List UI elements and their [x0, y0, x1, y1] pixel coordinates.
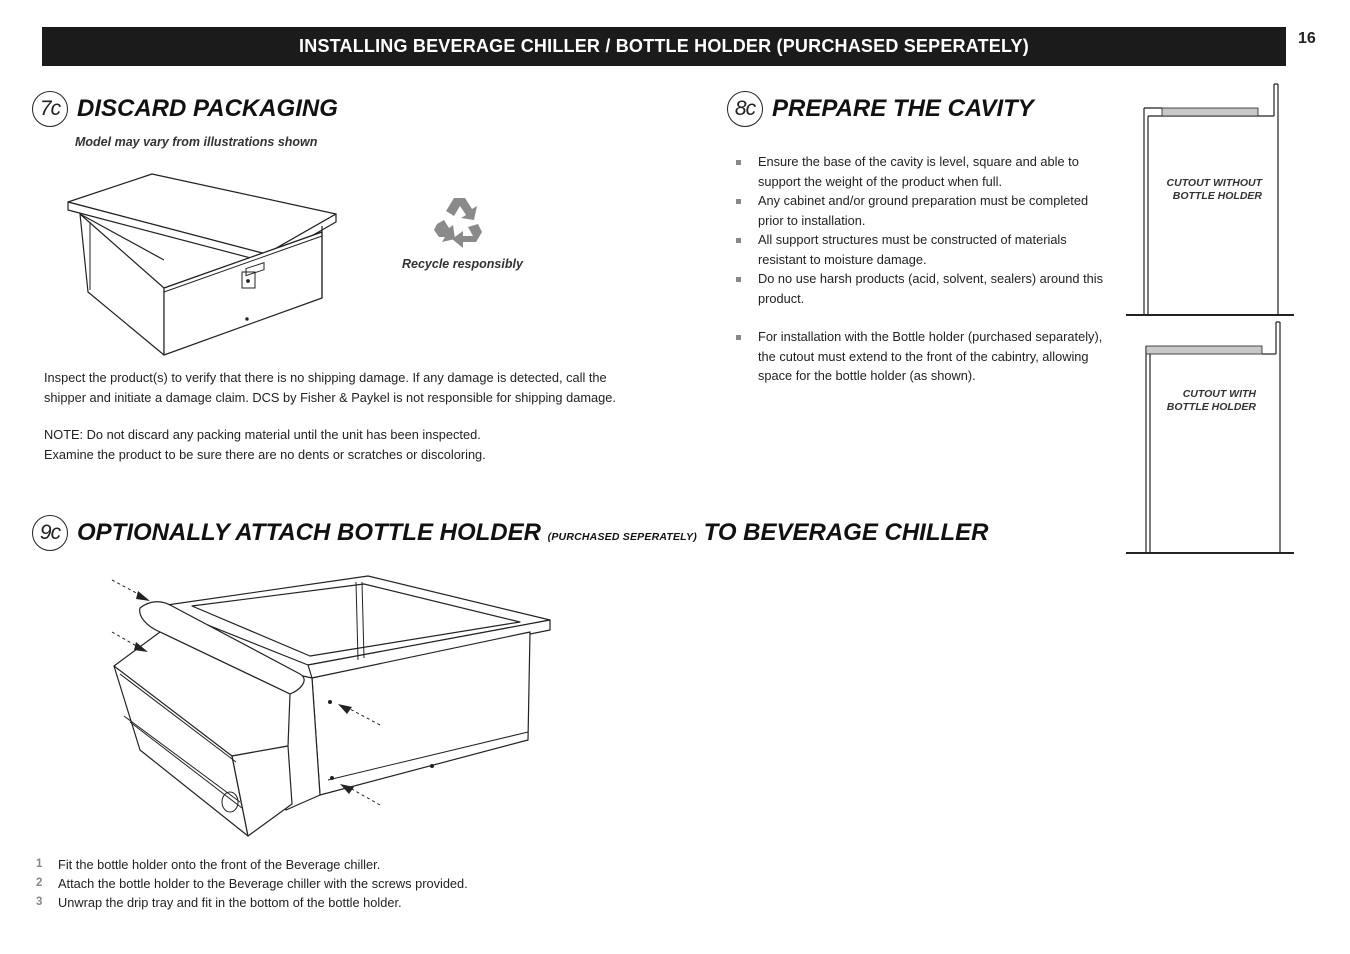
packaging-box-illustration: [60, 150, 350, 365]
cutout-with-line-2: BOTTLE HOLDER: [1166, 400, 1256, 413]
note-paragraph: [44, 425, 486, 464]
step-number: 1: [36, 858, 43, 870]
step-9c-title-small: (PURCHASED SEPERATELY): [547, 531, 697, 543]
step-8c-badge: 8c: [727, 91, 763, 127]
attach-steps-list: [36, 855, 468, 913]
step-9c-badge: 9c: [32, 515, 68, 551]
inspect-paragraph: [44, 368, 616, 407]
list-item: [36, 874, 468, 893]
model-vary-caption: Model may vary from illustrations shown: [75, 135, 318, 149]
header-title: INSTALLING BEVERAGE CHILLER / BOTTLE HOLDER (PURCHASED SEPERATELY): [299, 36, 1029, 56]
step-7c-title: DISCARD PACKAGING: [77, 95, 338, 122]
step-number: 2: [36, 877, 43, 890]
cutout-with-label: [1150, 388, 1256, 413]
cutout-without-line-2: BOTTLE HOLDER: [1172, 189, 1262, 202]
note-line-1: NOTE: Do not discard any packing material until the unit has been inspected.: [44, 427, 481, 442]
inspect-line-1: Inspect the product(s) to verify that there is no shipping damage. If any damage is detected, call the: [44, 370, 607, 385]
list-item: Ensure the base of the cavity is level, square and able to support the weight of the product when full.: [736, 152, 1116, 191]
cutout-without-line-1: CUTOUT WITHOUT: [1166, 177, 1262, 189]
step-number: 3: [36, 896, 43, 909]
step-8c-heading: [727, 91, 1034, 127]
step-7c-heading: [32, 91, 338, 127]
step-9c-title: [77, 519, 989, 547]
note-line-2: Examine the product to be sure there are no dents or scratches or discoloring.: [44, 446, 486, 462]
step-text: Attach the bottle holder to the Beverage chiller with the screws provided.: [58, 876, 468, 892]
step-8c-title: PREPARE THE CAVITY: [772, 95, 1034, 122]
cutout-without-label: [1150, 177, 1262, 202]
chiller-bottle-holder-illustration: [100, 570, 560, 845]
page-number: 16: [1298, 30, 1316, 47]
cavity-bullet-list: [736, 152, 1116, 386]
header-bar: [42, 27, 1286, 66]
list-item: All support structures must be constructed of materials resistant to moisture damage.: [736, 230, 1116, 269]
list-item: Any cabinet and/or ground preparation must be completed prior to installation.: [736, 191, 1116, 230]
list-item: Do no use harsh products (acid, solvent, sealers) around this product.: [736, 269, 1116, 308]
cutout-with-line-1: CUTOUT WITH: [1182, 388, 1256, 400]
inspect-line-2: shipper and initiate a damage claim. DCS by Fisher & Paykel is not responsible for shipping damage.: [44, 389, 616, 405]
step-text: Unwrap the drip tray and fit in the bottom of the bottle holder.: [58, 895, 402, 911]
cutout-with-diagram: [1126, 322, 1296, 557]
recycle-icon: [432, 194, 486, 248]
step-9c-heading: [32, 515, 989, 551]
step-9c-title-part-2: TO BEVERAGE CHILLER: [696, 519, 989, 546]
list-item: [36, 855, 468, 874]
list-item: For installation with the Bottle holder (purchased separately), the cutout must extend to the front of the cabintry, allowing space for the bottle holder (as shown).: [736, 327, 1116, 386]
list-item: [36, 893, 468, 912]
step-7c-badge: 7c: [32, 91, 68, 127]
recycle-caption: Recycle responsibly: [402, 257, 523, 271]
step-9c-title-part-1: OPTIONALLY ATTACH BOTTLE HOLDER: [77, 519, 548, 546]
step-text: Fit the bottle holder onto the front of the Beverage chiller.: [58, 857, 381, 872]
